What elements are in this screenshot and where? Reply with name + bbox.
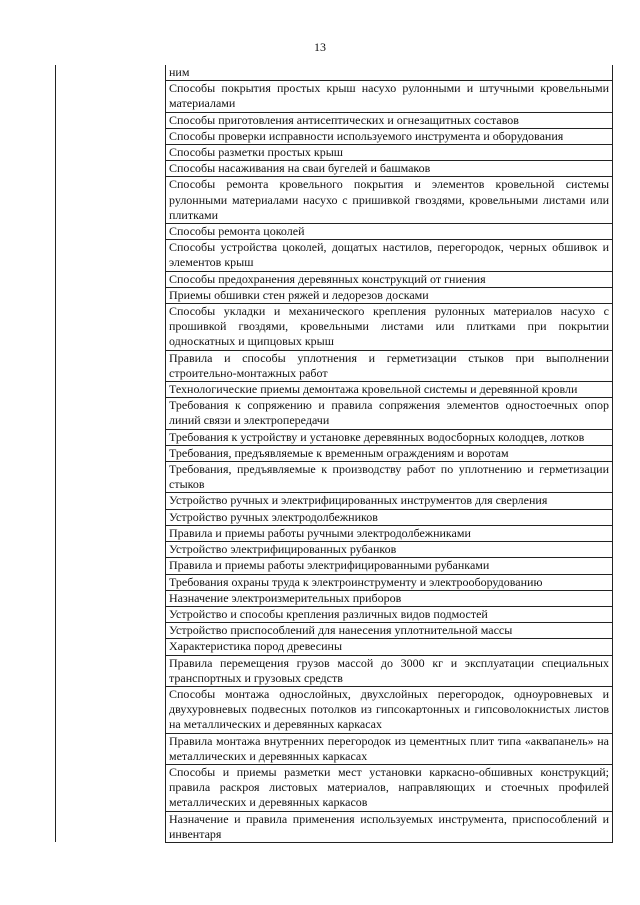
knowledge-table xyxy=(55,65,613,843)
table-cell-text: Устройство и способы крепления различных видов подмостей xyxy=(166,606,613,622)
table-cell-text: Способы приготовления антисептических и огнезащитных составов xyxy=(166,112,613,128)
table-cell-text: Способы ремонта кровельного покрытия и элементов кровельной системы рулонными материалами насухо с пришивкой гвоздями, кровельными листами или плитками xyxy=(166,177,613,224)
table-cell-text: Способы монтажа однослойных, двухслойных перегородок, одноуровневых и двухуровневых подвесных потолков из гипсокартонных и гипсоволокнистых листов на металлических и деревянных каркасах xyxy=(166,686,613,733)
table-cell-text: Технологические приемы демонтажа кровельной системы и деревянной кровли xyxy=(166,382,613,398)
table-cell-text: Правила и приемы работы ручными электродолбежниками xyxy=(166,525,613,541)
table-cell-text: Назначение и правила применения используемых инструмента, приспособлений и инвентаря xyxy=(166,811,613,842)
table-cell-text: Способы устройства цоколей, дощатых настилов, перегородок, черных обшивок и элементов крыш xyxy=(166,240,613,271)
table-cell-text: Устройство ручных электродолбежников xyxy=(166,509,613,525)
table-cell-text: ним xyxy=(166,65,613,81)
table-cell-text: Требования к сопряжению и правила сопряжения элементов одностоечных опор линий связи и электропередачи xyxy=(166,398,613,429)
table-cell-text: Способы и приемы разметки мест установки каркасно-обшивных конструкций; правила раскроя листовых материалов, направляющих и стоечных профилей металлических и деревянных каркасов xyxy=(166,764,613,811)
table-cell-text: Характеристика пород древесины xyxy=(166,639,613,655)
page-number: 13 xyxy=(314,40,326,54)
table-cell-text: Правила и приемы работы электрифицированными рубанками xyxy=(166,558,613,574)
table-cell-text: Способы ремонта цоколей xyxy=(166,224,613,240)
table-cell-text: Приемы обшивки стен ряжей и ледорезов досками xyxy=(166,287,613,303)
table-cell-text: Способы проверки исправности используемого инструмента и оборудования xyxy=(166,128,613,144)
table-cell-text: Устройство приспособлений для нанесения уплотнительной массы xyxy=(166,623,613,639)
table-cell-text: Правила и способы уплотнения и герметизации стыков при выполнении строительно-монтажных работ xyxy=(166,350,613,381)
table-body xyxy=(56,65,613,842)
table-cell-text: Назначение электроизмерительных приборов xyxy=(166,590,613,606)
table-cell-text: Требования, предъявляемые к временным ограждениям и воротам xyxy=(166,445,613,461)
table-cell-text: Способы предохранения деревянных конструкций от гниения xyxy=(166,271,613,287)
empty-left-column-cell xyxy=(56,65,166,842)
table-cell-text: Способы покрытия простых крыш насухо рулонными и штучными кровельными материалами xyxy=(166,81,613,112)
table-cell-text: Устройство электрифицированных рубанков xyxy=(166,542,613,558)
table-cell-text: Устройство ручных и электрифицированных инструментов для сверления xyxy=(166,493,613,509)
table-cell-text: Требования охраны труда к электроинструменту и электрооборудованию xyxy=(166,574,613,590)
table-cell-text: Способы насаживания на сваи бугелей и башмаков xyxy=(166,161,613,177)
table-cell-text: Требования, предъявляемые к производству работ по уплотнению и герметизации стыков xyxy=(166,462,613,493)
table-cell-text: Правила монтажа внутренних перегородок из цементных плит типа «аквапанель» на металлических и деревянных каркасах xyxy=(166,733,613,764)
table-cell-text: Способы разметки простых крыш xyxy=(166,145,613,161)
table-cell-text: Требования к устройству и установке деревянных водосборных колодцев, лотков xyxy=(166,429,613,445)
table-cell-text: Правила перемещения грузов массой до 3000 кг и эксплуатации специальных транспортных и грузовых средств xyxy=(166,655,613,686)
table-cell-text: Способы укладки и механического крепления рулонных материалов насухо с прошивкой гвоздями, кровельными листами или плитками при покрытии односкатных и щипцовых крыш xyxy=(166,304,613,351)
table-row xyxy=(56,65,613,81)
